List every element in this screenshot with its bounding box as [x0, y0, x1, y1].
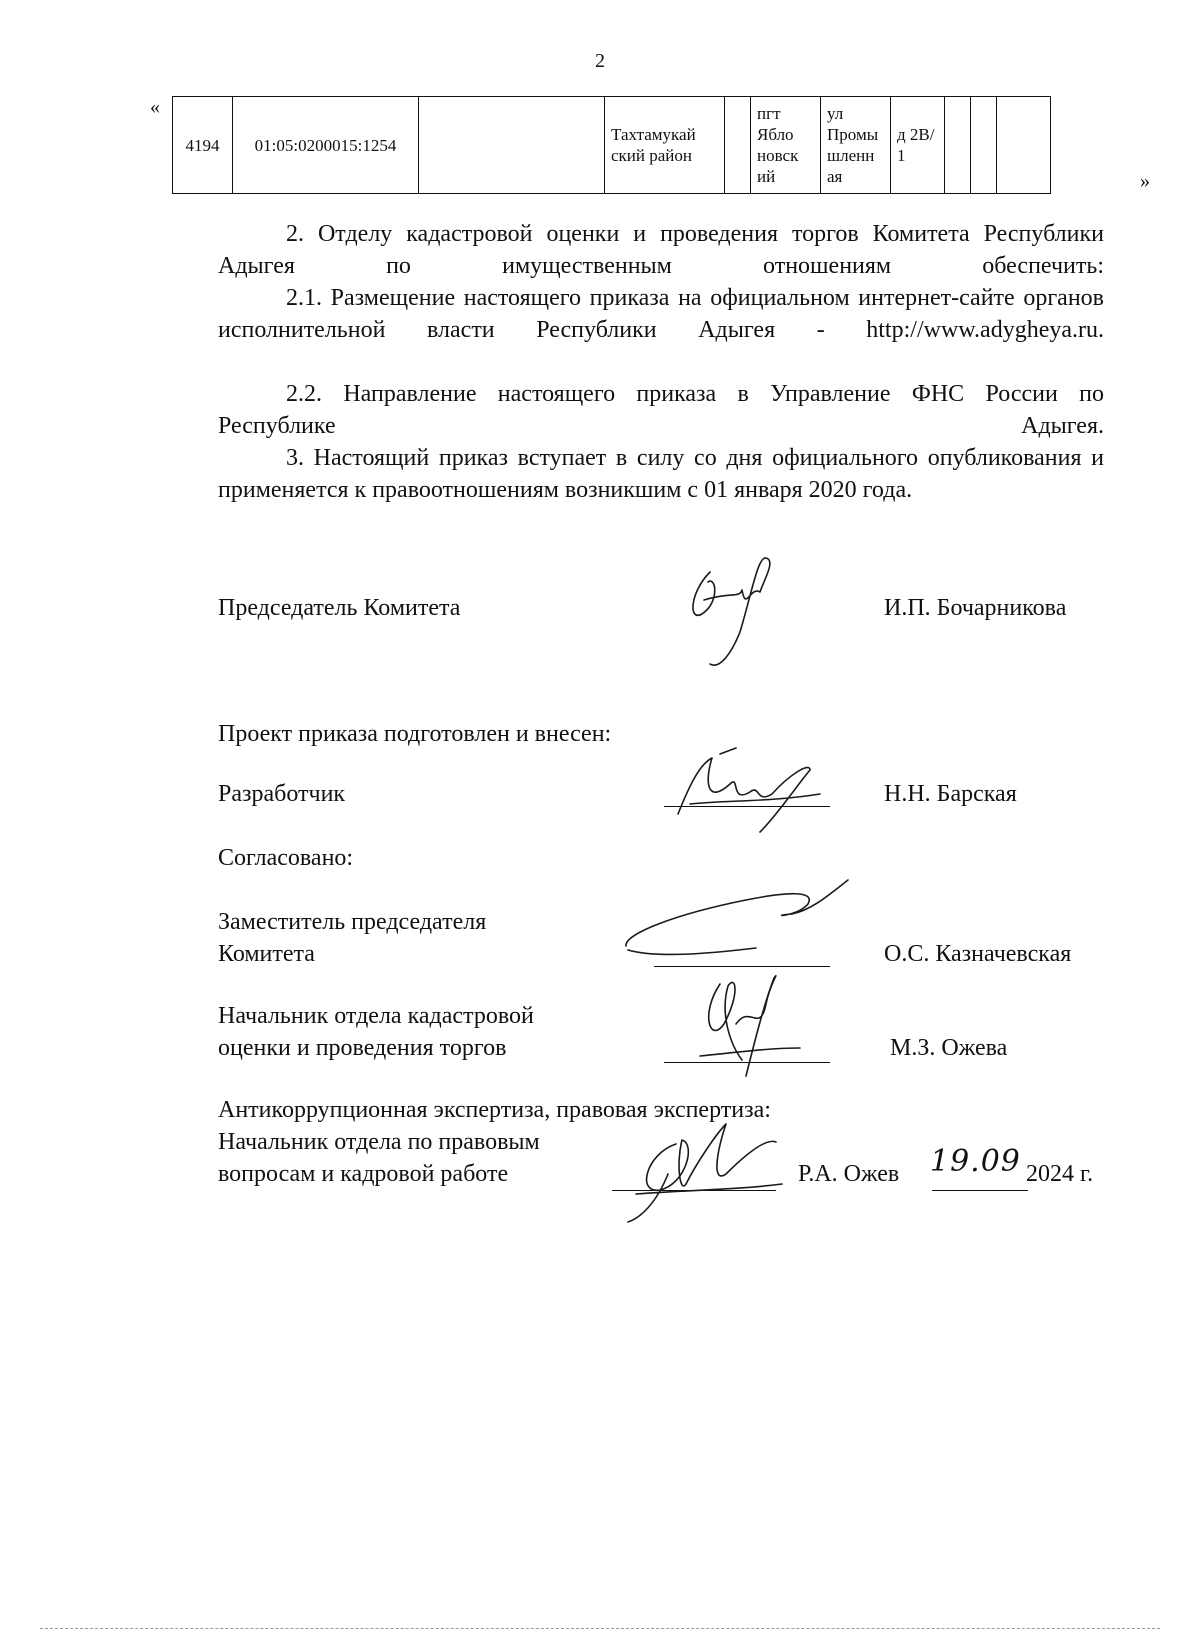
date-suffix: 2024 г.: [1026, 1161, 1094, 1187]
expertise-label: Антикоррупционная экспертиза, правовая экспертиза:: [218, 1097, 771, 1123]
paragraph-2-2: 2.2. Направление настоящего приказа в Управление ФНС России по Республике Адыгея.: [218, 381, 1104, 439]
chairman-signature: [680, 552, 790, 672]
deputy-signature: [616, 874, 856, 964]
cell-empty-5: [997, 97, 1051, 194]
dept-head-title-line1: Начальник отдела кадастровой: [218, 1003, 534, 1029]
cell-house: д 2В/ 1: [891, 97, 945, 194]
scan-bottom-edge: [40, 1628, 1160, 1629]
paragraph-3: 3. Настоящий приказ вступает в силу со дня официального опубликования и применяется к правоотношениям возникшим с 01 января 2020 года.: [218, 445, 1104, 503]
cell-number: 4194: [173, 97, 233, 194]
legal-head-title-line2: вопросам и кадровой работе: [218, 1161, 509, 1187]
chairman-title: Председатель Комитета: [218, 595, 461, 621]
paragraph-2: 2. Отделу кадастровой оценки и проведения торгов Комитета Республики Адыгея по имущественным отношениям обеспечить:: [218, 221, 1104, 279]
cell-settlement: пгт Ябло новск ий: [751, 97, 821, 194]
table-row: [173, 97, 1051, 194]
agreed-label: Согласовано:: [218, 845, 354, 871]
legal-head-title-line1: Начальник отдела по правовым: [218, 1129, 540, 1155]
page-number: 2: [595, 50, 605, 72]
cell-empty-1: [419, 97, 605, 194]
legal-head-signature: [616, 1114, 786, 1224]
cell-street: ул Промы шленн ая: [821, 97, 891, 194]
dept-head-signature: [680, 964, 820, 1084]
cell-cadastral-number: 01:05:0200015:1254: [233, 97, 419, 194]
developer-title: Разработчик: [218, 781, 346, 807]
chairman-name: И.П. Бочарникова: [884, 595, 1067, 621]
dept-head-title-line2: оценки и проведения торгов: [218, 1035, 507, 1061]
date-line: [932, 1190, 1028, 1191]
cell-district: Тахтамукай ский район: [605, 97, 725, 194]
developer-name: Н.Н. Барская: [884, 781, 1017, 807]
cell-empty-4: [971, 97, 997, 194]
handwritten-date: 19.09: [930, 1144, 1021, 1179]
cadastral-table: [172, 96, 1051, 194]
dept-head-name: М.З. Ожева: [890, 1035, 1008, 1061]
deputy-title-line2: Комитета: [218, 941, 315, 967]
developer-signature: [660, 744, 830, 834]
prepared-label: Проект приказа подготовлен и внесен:: [218, 721, 612, 747]
cell-empty-3: [945, 97, 971, 194]
quote-close: »: [1140, 170, 1150, 192]
deputy-name: О.С. Казначевская: [884, 941, 1072, 967]
quote-open: «: [150, 96, 160, 118]
cell-empty-2: [725, 97, 751, 194]
legal-head-name: Р.А. Ожев: [798, 1161, 900, 1187]
paragraph-2-1: 2.1. Размещение настоящего приказа на официальном интернет-сайте органов исполнительной власти Республики Адыгея - http://www.adygheya.ru.: [218, 285, 1104, 343]
deputy-title-line1: Заместитель председателя: [218, 909, 487, 935]
